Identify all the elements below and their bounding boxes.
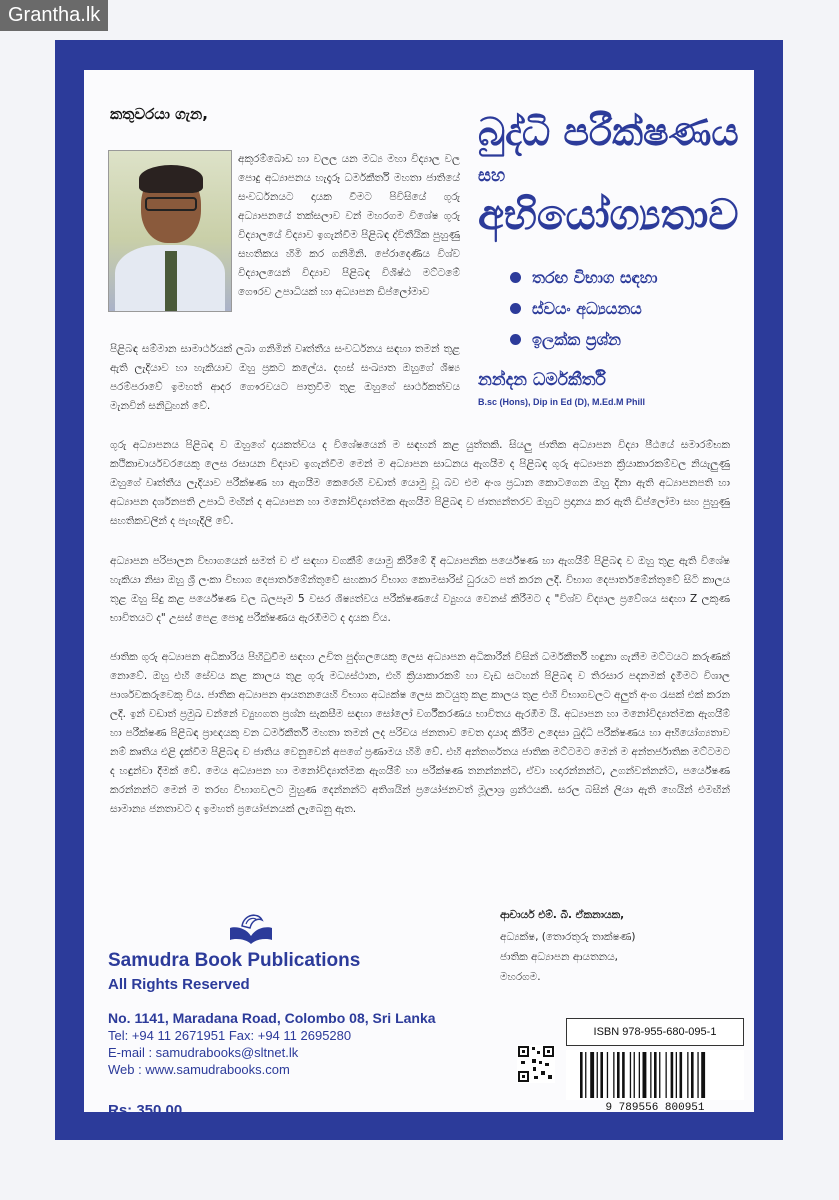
feature-list [510,262,658,355]
author-bio-continued: පිළිබඳ සම්මාන සාමාර්ථයක් ලබා ගනිමින් වෘත්තීය සංවර්ධනය සඳහා තමන් තුළ ඇති ලැදියාව හා හැකියාව ඔහු ප්‍රකට කලේය. දහස් සංඛ්‍යාත ඔහුගේ ශිෂ්‍ය පරම්පරාවේ ඉමහත් ආදර ගෞරවයට පාත්‍රවීම තුළ ඔහුගේ සාර්ථකත්වය මැනවින් සනිටුහන් වේ. [110,343,460,412]
author-photo [108,150,232,312]
publisher-email: E-mail : samudrabooks@sltnet.lk [108,1045,299,1060]
isbn-barcode [566,1050,744,1100]
signatory-city: මහරගම. [500,971,541,983]
feature-item [510,293,658,324]
feature-label: ඉලක්ක ප්‍රශ්න [532,330,622,349]
publisher-contact [108,1010,436,1078]
site-watermark: Grantha.lk [0,0,108,31]
bullet-icon [510,303,521,314]
book-title-line1: බුද්ධි පරීක්ෂණය [478,110,739,154]
author-section-heading: කතුවරයා ගැන, [110,105,208,123]
signatory-title: අධ්‍යක්ෂ, (තොරතුරු තාක්ෂණ) [500,931,636,943]
book-title-conjunction: සහ [478,165,506,186]
body-paragraph-3: ජාතික ගුරු අධ්‍යාපන අධිකාරිය පිහිටුවීම සඳහා උචිත පුද්ගලයෙකු ලෙස අධ්‍යාපන අධිකාරීන් විසින් ධර්මකීර්ති හඳුනා ගැනීම මට්ටයට කරුණක් නොවේ. ඔහු එහි සේවය කළ කාලය තුළ ගුරු මධ්‍යස්ථාන, එහි ක්‍රියාකාරකම් හා වැඩ සටහන් පිළිබඳ ව තිරසාර පදනමක් දැමීමට විශාල පාර්ශවකරුවෙකු විය. ජාතික අධ්‍යාපන ආයතනයෙහි විභාග අධ්‍යක්ෂ ලෙස කටයුතු කළ කාලය තුළ එහි විභාගවලට අලුත් අංග රැසක් එක් කරන ලදී. ඉන් වඩාත් ප්‍රමුඛ වන්නේ ව්‍යුහගත ප්‍රශ්න සැකසීම සඳහා සෝලෝ වර්ගීකරණය භාවිතය ඇරඹීම යි. අධ්‍යාපන හා මනෝවිද්‍යාත්මක ඇගයීම් හා පරීක්ෂණ පිළිබඳ ප්‍රාඥයකු වන ධර්මකීර්ති මහතා තමන් ලද පරිචය ජනතාව වෙත දායාද කිරීම උදෙසා බුද්ධි පරීක්ෂණය හා අභියෝග්‍යතාව නම් කෘතිය එළි දැක්වීම පිළිබඳ ව ජාතිය වෙනුවෙන් අපගේ ප්‍රණාමය හිමි වේ. එහි අන්තර්ගතය ජාතික මට්ටමට මෙන් ම අන්තර්ජාතික මට්ටමට ද හඳුන්වා දීමක් වේ. මෙය අධ්‍යාපන හා මනෝවිද්‍යාත්මක ඇගයීම් හා පරීක්ෂණ තනන්නන්ට, ඒවා හදාරන්නන්ට, උගන්වන්නන්ට, පර්යේෂණ කරන්නන්ට මෙන් ම තරඟ විභාගවලට මුහුණ දෙන්නන්ට අතිශයින් ප්‍රයෝජනවත් මූලාශ්‍ර ග්‍රන්ථයකි. සරල බසින් ලියා ඇති හෙයින් එමඟින් සාමාන්‍ය ජනතාවට ද ඉමහත් ප්‍රයෝජනයක් ලැබෙනු ඇත. [110,651,730,815]
book-title-line2: අභියෝග්‍යතාව [478,190,739,239]
publisher-name: Samudra Book Publications [108,950,361,971]
signatory-institute: ජාතික අධ්‍යාපන ආයතනය, [500,951,619,963]
author-bio-intro: අකුරම්බොඩ හා වලල යන මධ්‍ය මහා විද්‍යාල වල පොදු අධ්‍යාපනය හැදෑරූ ධර්මකීර්ති මහතා ජාතියේ සංවර්ධනයට දායක වීමට පිවිසියේ ගුරු අධ්‍යාපනයේ තක්සලාව වන් මහරගම විශේෂ ගුරු විද්‍යාලයේ විද්‍යාව ඉගැන්වීම පිළිබඳ ද්විතීයික පුහුණු සහතිකය හිමි කර ගනිමිනි. පේරාදෙණිය විශ්ව විද්‍යාලයෙන් විද්‍යාව පිළිබඳ විශිෂ්ඨ මට්ටමේ ගෞරව උපාධියක් හා අධ්‍යාපන ඩිප්ලෝමාව [238,153,460,298]
feature-item [510,262,658,293]
publisher-website: Web : www.samudrabooks.com [108,1062,290,1077]
signatory-name: ආචාර්ය එම්. බී. ඒකනායක, [500,909,625,921]
bullet-icon [510,334,521,345]
feature-item [510,324,658,355]
body-paragraph-1: ගුරු අධ්‍යාපනය පිළිබඳ ව ඔහුගේ දායකත්වය ද විශේෂයෙන් ම සඳහන් කළ යුත්තකි. සියලු ජාතික අධ්‍යාපන විද්‍යා පීඨයේ සමාරම්භක කථිකාචාර්යවරයෙකු ලෙස රසායන විද්‍යාව ඉගැන්වීම මෙන් ම අධ්‍යාපන සාධනය ඇගයීම ද පිළිබඳ ගුරු අධ්‍යාපන ක්‍රියාකාරකම්වල නියැලුණු ඔහුගේ වෘත්තීය ලැදියාව පරීක්ෂණ හා ඇගයීම කෙරෙහි වඩාත් යොමු වූ බව එම අංශ ප්‍රධාන කොටගෙන ඔහු දිනා ඇති අධ්‍යාපනපති හා අධ්‍යාපන දර්ශනපති උපාධි මඟින් ද අධ්‍යාපන හා මනෝවිද්‍යාත්මක ඇගයීම පිළිබඳ ව ජාත්‍යන්තරව ඔහුට ප්‍රදානය කර ඇති ඩිප්ලෝමා සහ පුහුණු සහතිකවලින් ද පැහැදිලි වේ. [110,439,730,527]
publisher-address: No. 1141, Maradana Road, Colombo 08, Sri Lanka [108,1010,436,1026]
rights-notice: All Rights Reserved [108,976,250,993]
author-name: නන්දන ධර්මකීර්ති [478,370,606,390]
book-price: Rs: 350.00 [108,1102,183,1119]
feature-label: ස්වයං අධ්‍යයනය [532,299,642,318]
publisher-phone: Tel: +94 11 2671951 Fax: +94 11 2695280 [108,1028,352,1043]
barcode-number: 9 789556 800951 [605,1102,705,1114]
bullet-icon [510,272,521,283]
publisher-book-logo-icon [228,906,274,946]
foreword-signature [500,905,636,987]
qr-code-icon [517,1045,555,1083]
feature-label: තරඟ විභාග සඳහා [532,268,658,287]
isbn-label: ISBN 978-955-680-095-1 [566,1018,744,1046]
author-degrees: B.sc (Hons), Dip in Ed (D), M.Ed.M Phill [478,397,645,407]
body-paragraph-2: අධ්‍යාපන පරිපාලන විභාගයෙන් සමත් ව ඒ සඳහා වගකීම් යොමු කිරීමේ දී අධ්‍යාපනික පර්යේෂණ හා ඇගයීම් පිළිබඳ ව ඔහු තුළ ඇති විශේෂ හැකියා නිසා ඔහු ශ්‍රී ලංකා විභාග දෙපාර්තමේන්තුවේ සහකාර විභාග කොමසාරිස් ධුරයට පත් කරන ලදී. විභාග දෙපාර්තමේන්තුවේ සිටි කාලය තුළ ඔහු සිදු කළ පර්යේෂණ වල බලපෑම 5 වසර ශිෂ්‍යත්වය පරීක්ෂණයේ ව්‍යුහය වෙනස් කිරීමට ද "විශ්ව විද්‍යාල ප්‍රවේශය සඳහා Z ලකුණ භාවිතයට ද" උසස් පෙළ පොදු පරීක්ෂණය ඇරඹීමට ද දායක විය. [110,555,730,624]
